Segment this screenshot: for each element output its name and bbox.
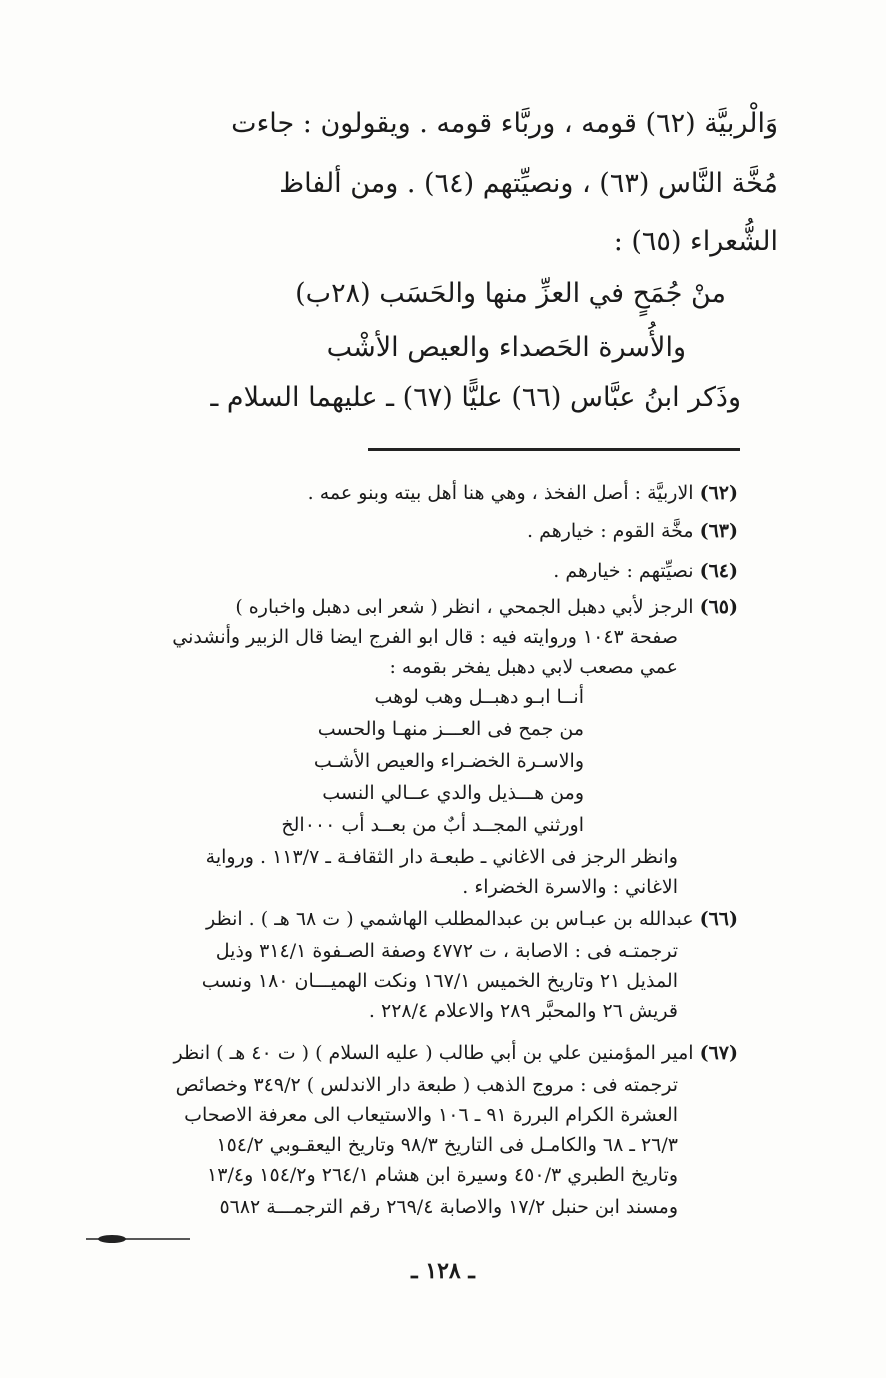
footnote-67-line-2: ترجمته فى : مروج الذهب ( طبعة دار الاندلس ) ٣٤٩/٢ وخصائص (175, 1074, 678, 1096)
footnote-text: الرجز لأبي دهبل الجمحي ، انظر ( شعر ابى دهبل واخباره ) (235, 596, 694, 618)
footnote-number: (٦٤) (699, 560, 738, 582)
footnote-66-line-2: ترجمتـه فى : الاصابة ، ت ٤٧٧٢ وصفة الصـفوة ٣١٤/١ وذيل (215, 940, 678, 962)
footnote-text: نصيِّتهم : خيارهم . (553, 560, 694, 582)
main-text-line-1: وَالْربيَّة (٦٢) قومه ، وربَّاء قومه . ويقولون : جاءت (231, 108, 778, 139)
footnote-67-line-3: العشرة الكرام البررة ٩١ ـ ١٠٦ والاستيعاب الى معرفة الاصحاب (184, 1104, 678, 1126)
verse-line-1: منْ جُمَحٍ في العزِّ منها والحَسَب (٢٨ب) (295, 278, 726, 309)
footnote-number: (٦٧) (699, 1042, 738, 1064)
footnote-67 (174, 1040, 739, 1066)
page-number: ـ ١٢٨ ـ (411, 1258, 475, 1284)
verse-line-2: والأُسرة الحَصداء والعيص الأشْب (326, 332, 686, 363)
footnote-64 (553, 558, 738, 584)
footnote-67-line-5: وتاريخ الطبري ٤٥٠/٣ وسيرة ابن هشام ٢٦٤/١ و١٥٤/٢ و١٣/٤ (207, 1164, 678, 1186)
footnote-number: (٦٣) (699, 520, 738, 542)
poem-line-3: والاسـرة الخضـراء والعيص الأشـب (313, 750, 584, 772)
footnote-number: (٦٥) (699, 596, 738, 618)
footnote-65-line-2: صفحة ١٠٤٣ وروايته فيه : قال ابو الفرج ايضا قال الزبير وأنشدني (172, 626, 678, 648)
footnote-65-line-3: عمي مصعب لابي دهبل يفخر بقومه : (389, 656, 678, 678)
footnote-text: مخَّة القوم : خيارهم . (526, 520, 694, 542)
footnote-separator (368, 448, 740, 451)
footnote-62 (308, 480, 738, 506)
main-text-line-3: الشُّعراء (٦٥) : (613, 226, 778, 257)
footnote-65 (235, 594, 738, 620)
verse-line-3: وذَكر ابنُ عبَّاس (٦٦) عليًّا (٦٧) ـ عليهما السلام ـ (210, 382, 741, 413)
footnote-67-line-6: ومسند ابن حنبل ١٧/٢ والاصابة ٢٦٩/٤ رقم الترجمـــة ٥٦٨٢ (219, 1196, 678, 1218)
footnote-63 (527, 518, 738, 544)
footnote-text: الاربيَّة : أصل الفخذ ، وهي هنا أهل بيته وبنو عمه . (307, 482, 694, 504)
footnote-number: (٦٢) (699, 482, 738, 504)
main-text-line-2: مُخَّة النَّاس (٦٣) ، ونصيِّتهم (٦٤) . ومن ألفاظ (279, 168, 778, 199)
footnote-67-line-4: ٢٦/٣ ـ ٦٨ والكامـل فى التاريخ ٩٨/٣ وتاريخ اليعقـوبي ١٥٤/٢ (216, 1134, 678, 1156)
poem-line-4: ومن هـــذيل والدي عــالي النسب (322, 782, 584, 804)
footnote-text: عبدالله بن عبـاس بن عبدالمطلب الهاشمي ( ت ٦٨ هـ ) . انظر (206, 908, 694, 930)
footnote-number: (٦٦) (699, 908, 738, 930)
poem-line-1: أنــا ابـو دهبــل وهب لوهب (374, 686, 584, 708)
footnote-65-after-2: الاغاني : والاسرة الخضراء . (462, 876, 678, 898)
footnote-65-after-1: وانظر الرجز فى الاغاني ـ طبعـة دار الثقافـة ـ ١١٣/٧ . ورواية (205, 846, 678, 868)
poem-line-5: اورثني المجــد أبٌ من بعــد أب ٠٠٠الخ (281, 814, 584, 836)
poem-line-2: من جمح فى العـــز منهـا والحسب (317, 718, 584, 740)
ornament-divider (86, 1234, 190, 1244)
footnote-66-line-3: المذيل ٢١ وتاريخ الخميس ١٦٧/١ ونكت الهميـــان ١٨٠ ونسب (201, 970, 678, 992)
footnote-text: امير المؤمنين علي بن أبي طالب ( عليه السلام ) ( ت ٤٠ هـ ) انظر (173, 1042, 694, 1064)
footnote-66 (206, 906, 738, 932)
footnote-66-line-4: قريش ٢٦ والمحبَّر ٢٨٩ والاعلام ٢٢٨/٤ . (368, 1000, 678, 1022)
